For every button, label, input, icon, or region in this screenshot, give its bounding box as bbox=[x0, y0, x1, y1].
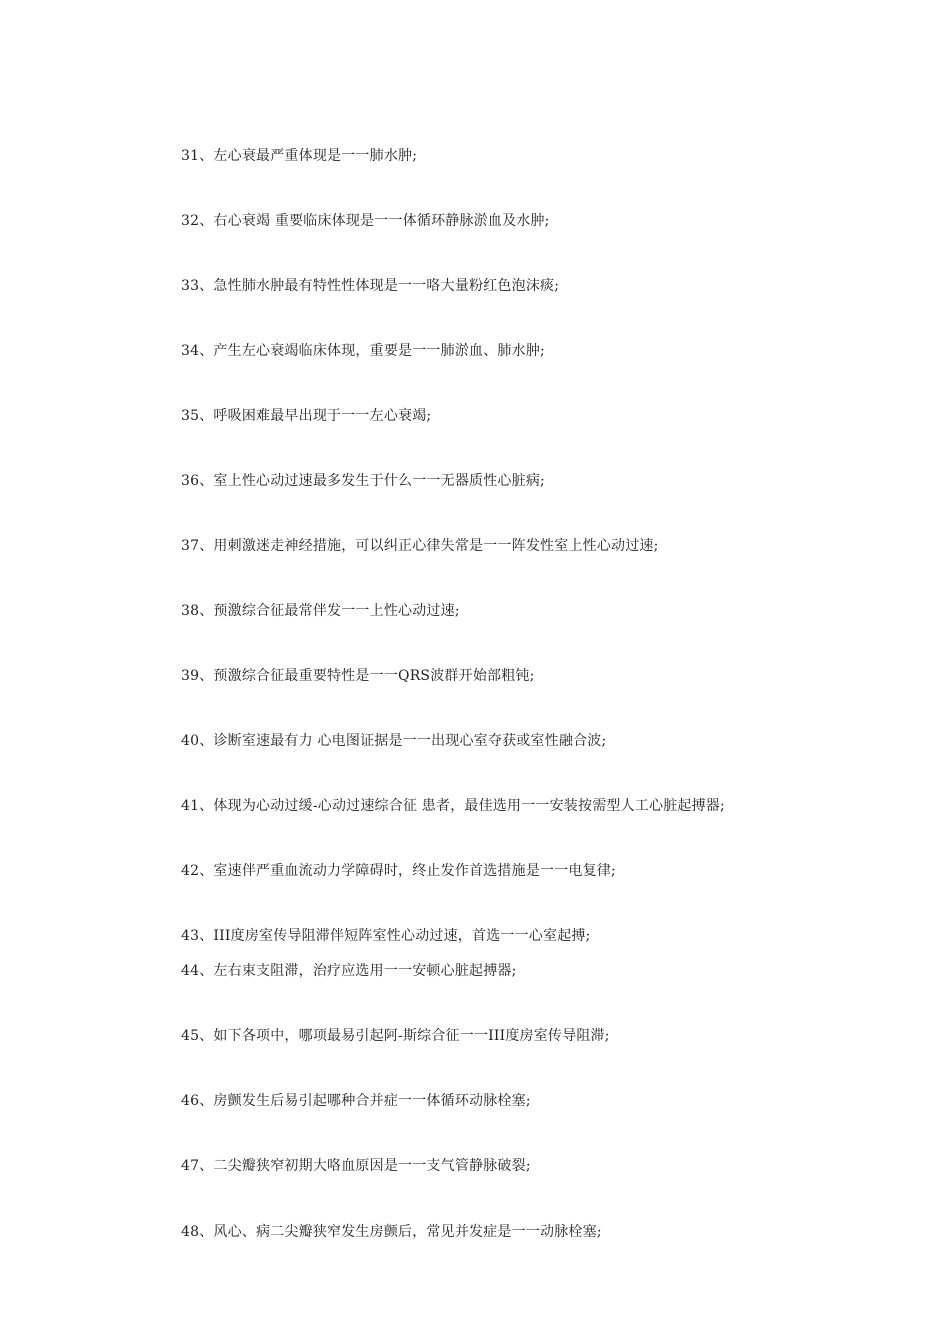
list-item: 32、右心衰竭 重要临床体现是一一体循环静脉淤血及水肿; bbox=[181, 213, 550, 229]
list-item: 45、如下各项中，哪项最易引起阿-斯综合征一一III度房室传导阻滞; bbox=[181, 1028, 610, 1044]
list-item: 44、左右束支阻滞，治疗应选用一一安顿心脏起搏器; bbox=[181, 963, 517, 979]
list-item: 41、体现为心动过缓-心动过速综合征 患者，最佳选用一一安装按需型人工心脏起搏器; bbox=[181, 798, 725, 814]
list-item: 46、房颤发生后易引起哪种合并症一一体循环动脉栓塞; bbox=[181, 1093, 531, 1109]
list-item: 39、预激综合征最重要特性是一一QRS波群开始部粗钝; bbox=[181, 668, 535, 684]
list-item: 33、急性肺水肿最有特性性体现是一一咯大量粉红色泡沫痰; bbox=[181, 278, 560, 294]
list-item: 31、左心衰最严重体现是一一肺水肿; bbox=[181, 148, 418, 164]
list-item: 48、风心、病二尖瓣狭窄发生房颤后，常见并发症是一一动脉栓塞; bbox=[181, 1224, 602, 1240]
list-item: 43、III度房室传导阻滞伴短阵室性心动过速，首选一一心室起搏; bbox=[181, 928, 591, 944]
list-item: 47、二尖瓣狭窄初期大咯血原因是一一支气管静脉破裂; bbox=[181, 1158, 531, 1174]
list-item: 40、诊断室速最有力 心电图证据是一一出现心室夺获或室性融合波; bbox=[181, 733, 607, 749]
list-item: 42、室速伴严重血流动力学障碍时，终止发作首选措施是一一电复律; bbox=[181, 863, 616, 879]
list-item: 38、预激综合征最常伴发一一上性心动过速; bbox=[181, 603, 460, 619]
list-item: 36、室上性心动过速最多发生于什么一一无器质性心脏病; bbox=[181, 473, 545, 489]
list-item: 35、呼吸困难最早出现于一一左心衰竭; bbox=[181, 408, 432, 424]
list-item: 34、产生左心衰竭临床体现，重要是一一肺淤血、肺水肿; bbox=[181, 343, 545, 359]
list-item: 37、用刺激迷走神经措施，可以纠正心律失常是一一阵发性室上性心动过速; bbox=[181, 538, 659, 554]
